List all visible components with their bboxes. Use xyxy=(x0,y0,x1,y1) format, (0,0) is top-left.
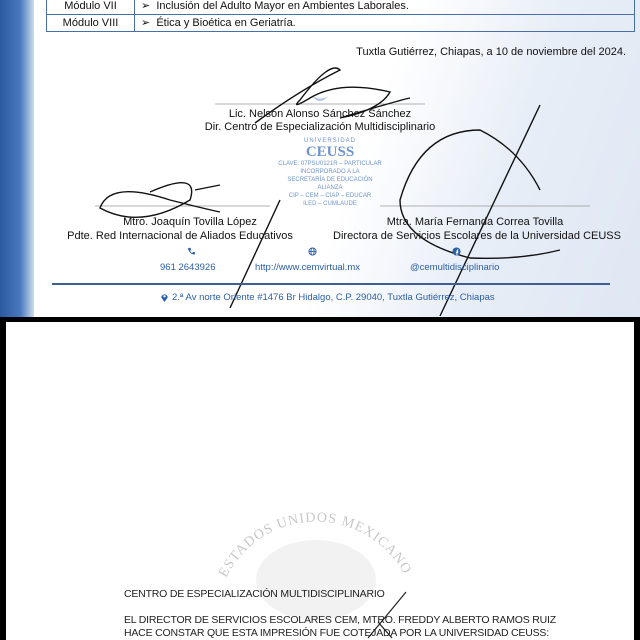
stamp-text: UNIVERSIDAD xyxy=(303,138,356,144)
blue-side-band xyxy=(0,0,34,317)
signatory-name: Mtra. María Fernanda Correa Tovilla xyxy=(386,216,564,228)
stamp-text: CLAVE: 07PSU0121R – PARTICULAR xyxy=(278,161,382,167)
signatory-role: Dir. Centro de Especialización Multidisciplinario xyxy=(204,121,436,133)
stamp-text: SECRETARÍA DE EDUCACIÓN xyxy=(287,177,373,183)
institution-heading: CENTRO DE ESPECIALIZACIÓN MULTIDISCIPLINARIO xyxy=(124,588,385,600)
body-line: HACE CONSTAR QUE ESTA IMPRESIÓN FUE COTEJADA POR LA UNIVERSIDAD CEUSS: xyxy=(124,627,549,639)
ceuss-stamp xyxy=(270,137,390,208)
modules-table xyxy=(46,0,635,32)
facebook-icon xyxy=(452,247,461,256)
seal-text: ESTADOS UNIDOS MEXICANOS xyxy=(201,507,415,580)
stamp-name: CEUSS xyxy=(305,144,355,160)
module-label: Módulo VIII xyxy=(47,15,135,32)
social-handle[interactable]: @cemultidisciplinario xyxy=(410,262,500,273)
website-link[interactable]: http://www.cemvirtual.mx xyxy=(255,262,361,273)
stamp-text: CIP – CEM – CIAP – EDUCAR xyxy=(288,193,372,199)
stamp-text: INCORPORADO A LA xyxy=(300,169,360,175)
phone-number: 961 2643926 xyxy=(160,262,216,273)
globe-icon xyxy=(308,247,317,256)
body-line: EL DIRECTOR DE SERVICIOS ESCOLARES CEM, MTRO. FREDDY ALBERTO RAMOS RUIZ xyxy=(124,614,556,626)
divider xyxy=(52,283,610,285)
location-pin-icon xyxy=(160,293,169,302)
table-row xyxy=(47,0,635,15)
module-title: Ética y Bioética en Geriatría. xyxy=(156,16,296,29)
phone-icon xyxy=(187,247,196,256)
module-label: Módulo VII xyxy=(47,0,135,15)
verification-page xyxy=(6,322,634,640)
bullet-arrow-icon: ➢ xyxy=(141,16,157,29)
signatory-role: Directora de Servicios Escolares de la Universidad CEUSS xyxy=(333,230,621,242)
date-line: Tuxtla Gutiérrez, Chiapas, a 10 de noviembre del 2024. xyxy=(356,46,626,58)
ceuss-logo xyxy=(310,92,330,106)
table-row xyxy=(47,15,635,32)
certificate-page xyxy=(0,0,640,317)
stamp-text: ILED – CUMLAUDE xyxy=(303,201,357,207)
address: 2.ª Av norte Oriente #1476 Br Hidalgo, C.P. 29040, Tuxtla Gutiérrez, Chiapas xyxy=(172,292,495,303)
bullet-arrow-icon: ➢ xyxy=(141,0,157,12)
module-title: Inclusión del Adulto Mayor en Ambientes Laborales. xyxy=(156,0,409,12)
stamp-text: ALIANZA xyxy=(317,185,343,191)
mexican-seal xyxy=(201,507,426,580)
signatory-name: Mtro. Joaquín Tovilla López xyxy=(123,216,257,228)
signatory-role: Pdte. Red Internacional de Aliados Educativos xyxy=(67,230,293,242)
signatory-name: Lic. Nelson Alonso Sánchez Sánchez xyxy=(228,108,412,120)
